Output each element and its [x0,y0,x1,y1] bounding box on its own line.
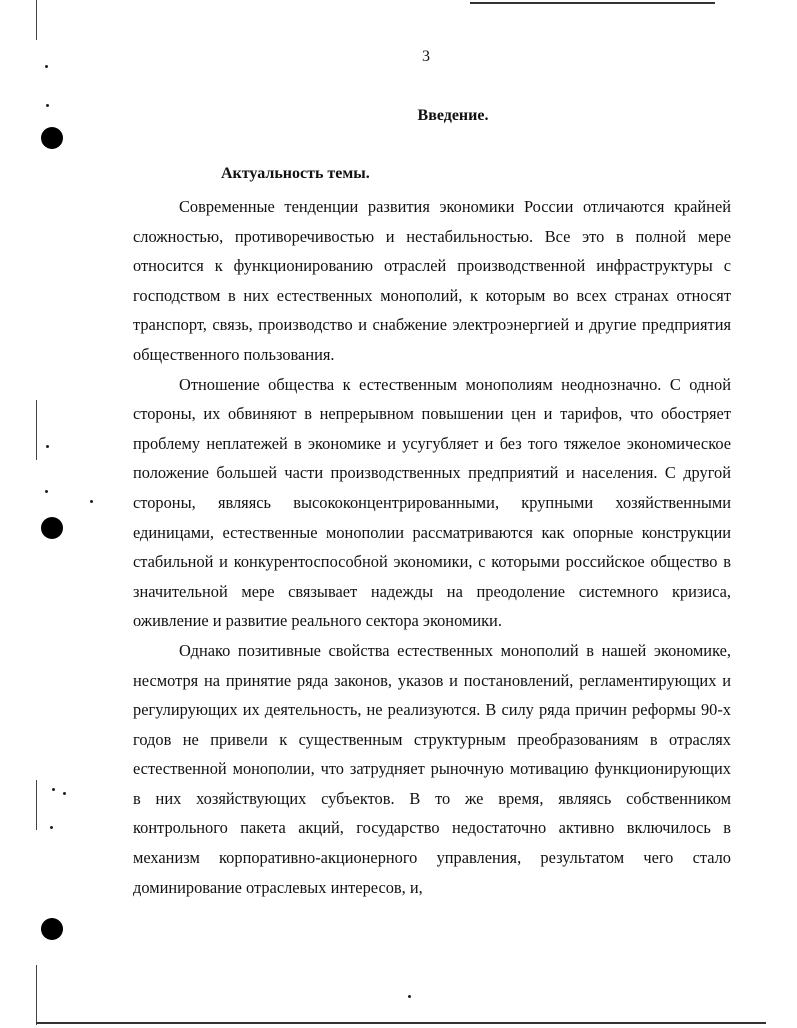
scan-speck [45,490,48,493]
scan-bottom-rule [36,1022,766,1024]
scan-speck [408,995,411,998]
scan-margin-line [36,400,37,460]
scan-speck [63,792,66,795]
punch-hole [41,127,63,149]
punch-hole [41,918,63,940]
scan-margin-line [36,780,37,830]
paragraph: Современные тенденции развития экономики России отличаются крайней сложностью, противоречивостью и нестабильностью. Все это в полной мере относится к функционированию отраслей производственной инфраструктуры с господством в них естественных монополий, к которым во всех странах относят транспорт, связь, производство и снабжение электроэнергией и другие предприятия общественного пользования. [133,197,731,364]
page-number: 3 [422,48,430,65]
page-title: Введение. [417,107,489,124]
scan-margin-line [36,0,37,40]
scan-speck [52,788,55,791]
section-heading: Актуальность темы. [221,165,370,182]
scan-speck [46,104,49,107]
body-text [133,192,731,902]
scan-speck [46,445,49,448]
paragraph: Отношение общества к естественным монополиям неоднозначно. С одной стороны, их обвиняют в непрерывном повышении цен и тарифов, что обостряет проблему неплатежей в экономике и усугубляет и без того тяжелое экономическое положение большей части производственных предприятий и населения. С другой стороны, являясь высококонцентрированными, крупными хозяйственными единицами, естественные монополии рассматриваются как опорные конструкции стабильной и конкурентоспособной экономики, с которыми российское общество в значительной мере связывает надежды на преодоление системного кризиса, оживление и развитие реального сектора экономики. [133,374,731,631]
scan-speck [45,65,48,68]
scan-margin-line [36,965,37,1025]
scan-speck [90,500,93,503]
scan-speck [50,826,53,829]
scan-top-rule [470,2,715,4]
paragraph: Однако позитивные свойства естественных монополий в нашей экономике, несмотря на принятие ряда законов, указов и постановлений, регламентирующих и регулирующих их деятельность, не реализуются. В силу ряда причин реформы 90-х годов не привели к существенным структурным преобразованиям в отраслях естественной монополии, что затрудняет рыночную мотивацию функционирующих в них хозяйствующих субъектов. В то же время, являясь собственником контрольного пакета акций, государство недостаточно активно включилось в механизм корпоративно-акционерного управления, результатом чего стало доминирование отраслевых интересов, и, [133,640,731,897]
punch-hole [41,517,63,539]
